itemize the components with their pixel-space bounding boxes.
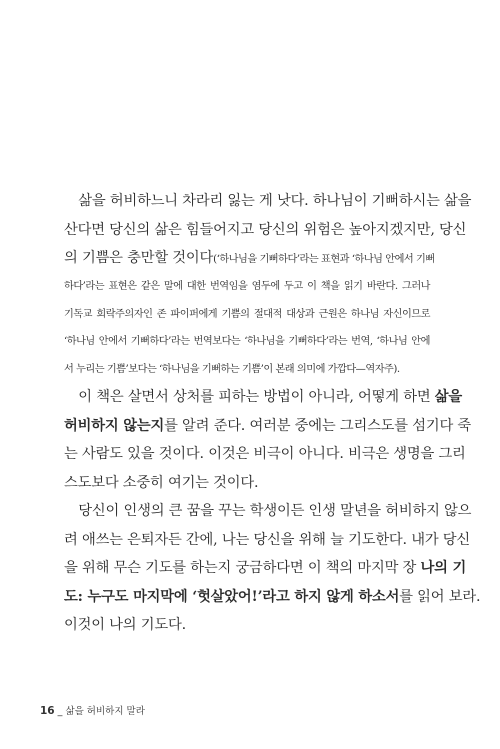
paragraph-1-line-3 xyxy=(64,244,435,273)
paragraph-3-line-5: 이것이 나의 기도다. xyxy=(64,617,186,634)
translator-note-line-4: 서 누리는 기쁨’보다는 ‘하나님을 기뻐하는 기쁨’이 본래 의미에 가깝다—역자주). xyxy=(64,363,400,375)
paragraph-2-line-1 xyxy=(64,383,463,412)
paragraph-1-line-1: 삶을 허비하느니 차라리 잃는 게 낫다. 하나님이 기뻐하시는 삶을 xyxy=(78,193,472,209)
p3-l4-text: 를 읽어 보라. xyxy=(399,588,481,605)
paragraph-3-line-4 xyxy=(64,583,481,612)
p3-l3-bold: 나의 기 xyxy=(420,560,467,577)
translator-note-line-1: 하다’라는 표현은 같은 말에 대한 번역임을 염두에 두고 이 책을 읽기 바란다. 그러나 xyxy=(64,281,430,293)
body-text xyxy=(64,187,481,640)
translator-note-line-3: ‘하나님 안에서 기뻐하다’라는 번역보다는 ‘하나님을 기뻐하다’라는 번역, ‘하나님 안에 xyxy=(64,336,430,348)
p3-l4-bold: 도: 누구도 마지막에 ‘헛살았어!’라고 하지 않게 하소서 xyxy=(64,588,400,605)
paragraph-1-main-text: 의 기쁨은 충만할 것이다 xyxy=(64,250,214,266)
footer-separator: _ xyxy=(57,706,63,717)
paragraph-1-line-2: 산다면 당신의 삶은 힘들어지고 당신의 위험은 높아지겠지만, 당신 xyxy=(64,221,467,238)
paragraph-2-line-2 xyxy=(64,412,472,441)
paragraph-3-line-1: 당신이 인생의 큰 꿈을 꾸는 학생이든 인생 말년을 허비하지 않으 xyxy=(78,503,472,520)
paragraph-3-line-3 xyxy=(64,554,467,583)
translator-note-start: (‘하나님을 기뻐하다’라는 표현과 ‘하나님 안에서 기뻐 xyxy=(213,254,435,265)
paragraph-2-line-3: 는 사람도 있을 것이다. 이것은 비극이 아니다. 비극은 생명을 그리 xyxy=(64,446,466,463)
book-title: 삶을 허비하지 말라 xyxy=(65,706,145,717)
p3-l3-text: 을 위해 무슨 기도를 하는지 궁금하다면 이 책의 마지막 장 xyxy=(64,560,421,577)
paragraph-3-line-2: 려 애쓰는 은퇴자든 간에, 나는 당신을 위해 늘 기도한다. 내가 당신 xyxy=(64,531,471,548)
paragraph-2-line-4: 스도보다 소중히 여기는 것이다. xyxy=(64,474,259,491)
p2-l2-text: 를 알려 준다. 여러분 중에는 그리스도를 섬기다 죽 xyxy=(164,417,472,434)
page-number: 16 xyxy=(40,705,55,717)
p2-l1-text: 이 책은 살면서 상처를 피하는 방법이 아니라, 어떻게 하면 xyxy=(78,389,435,406)
p2-l2-bold: 허비하지 않는지 xyxy=(64,417,165,434)
translator-note-line-2: 기독교 희락주의자인 존 파이퍼에게 기쁨의 절대적 대상과 근원은 하나님 자신이므로 xyxy=(64,308,430,320)
p2-l1-bold: 삶을 xyxy=(434,389,463,406)
page-footer xyxy=(40,703,145,717)
